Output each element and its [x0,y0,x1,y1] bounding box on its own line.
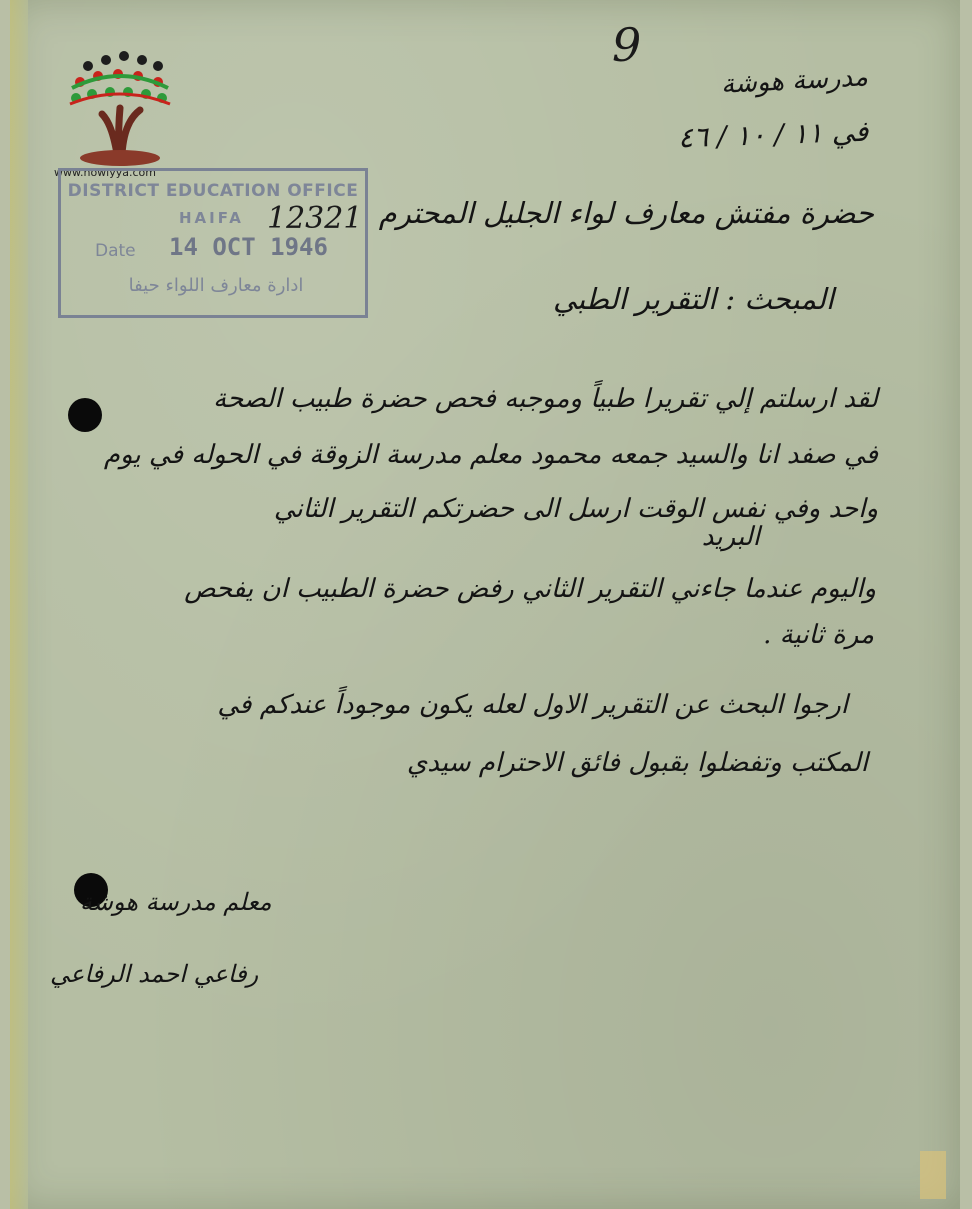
body-line: البريد [701,522,760,552]
body-line: مرة ثانية . [763,620,874,650]
document-page [10,0,960,1209]
stamp-date: 14 OCT 1946 [169,233,328,261]
body-line: واليوم عندما جاءني التقرير الثاني رفض حضرة الطبيب ان يفحص [184,574,876,604]
office-stamp [58,168,368,318]
signature-name: رفاعي احمد الرفاعي [50,960,259,988]
addressee: حضرة مفتش معارف لواء الجليل المحترم [378,196,874,230]
punch-hole [68,398,102,432]
stamp-date-label: Date [95,241,136,261]
page-number: 9 [612,18,642,72]
body-line: واحد وفي نفس الوقت ارسل الى حضرتكم التقرير الثاني [273,494,878,524]
tape-mark [920,1151,946,1199]
body-line: لقد ارسلتم إلي تقريرا طبياً وموجبه فحص حضرة طبيب الصحة [213,384,878,414]
tree-family-logo-icon [62,44,182,184]
stamp-office: DISTRICT EDUCATION OFFICE [67,181,359,201]
letter-date: في ١١ / ١٠ / ٤٦ [677,114,869,155]
body-line: المكتب وتفضلوا بقبول فائق الاحترام سيدي [406,748,868,778]
subject-line: المبحث : التقرير الطبي [552,282,834,316]
signature-title: معلم مدرسة هوشة [80,888,272,916]
paper-edge [10,0,28,1209]
logo-url: www.howiyya.com [54,166,156,179]
body-line: ارجوا البحث عن التقرير الاول لعله يكون موجوداً عندكم في [217,690,848,720]
stamp-city: HAIFA [179,209,244,227]
sender: مدرسة هوشة [720,62,869,100]
stamp-number: 12321 [267,201,363,236]
stamp-arabic: ادارة معارف اللواء حيفا [128,275,304,296]
body-line: في صفد انا والسيد جمعه محمود معلم مدرسة الزوقة في الحوله في يوم [103,440,878,470]
